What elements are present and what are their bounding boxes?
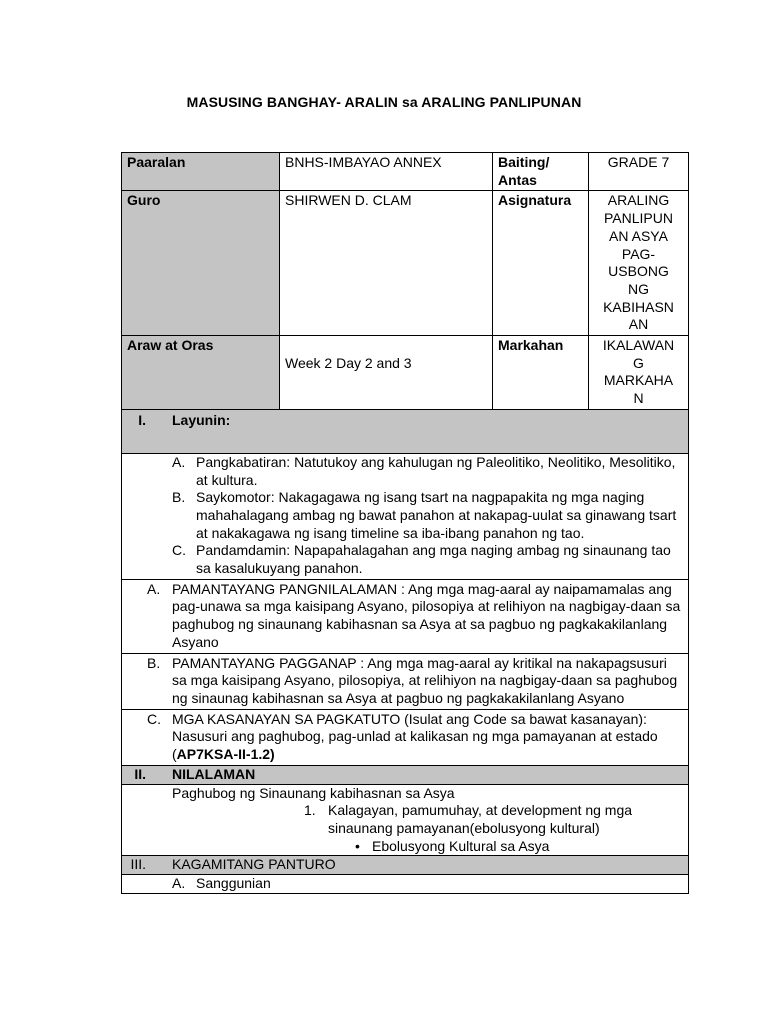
objectives-list bbox=[122, 454, 682, 578]
teacher-row bbox=[122, 191, 689, 336]
subject-value: ARALING PANLIPUN AN ASYA PAG- USBONG NG KABIHASN AN bbox=[589, 191, 689, 336]
objective-item: C. Pandamdamin: Napapahalagahan ang mga naging ambag ng sinaunang tao sa kasalukuyang panahon. bbox=[172, 542, 671, 577]
objective-item: B. Saykomotor: Nakagagawa ng isang tsart na nagpapakita ng mga naging mahahalagang ambag ng bawat panahon at nakapag-uulat sa ginawang tsart at nakakagawa ng isang timeline sa iba-ibang panahon ng tao. bbox=[172, 489, 677, 541]
day-row bbox=[122, 336, 689, 410]
school-label: Paaralan bbox=[122, 153, 280, 191]
objectives-header-row bbox=[122, 409, 689, 453]
grade-value: GRADE 7 bbox=[589, 153, 689, 191]
document-title: MASUSING BANGHAY- ARALIN sa ARALING PANLIPUNAN bbox=[186, 94, 582, 110]
content-cell bbox=[122, 784, 689, 856]
teacher-label: Guro bbox=[122, 191, 280, 336]
quarter-value: IKALAWAN G MARKAHA N bbox=[589, 336, 689, 410]
subject-label: Asignatura bbox=[493, 191, 589, 336]
objectives-row bbox=[122, 453, 689, 579]
content-header-row bbox=[122, 765, 689, 784]
content-standard: A. PAMANTAYANG PANGNILALAMAN : Ang mga mag-aaral ay naipamamalas ang pag-unawa sa mga kaisipang Asyano, pilosopiya at relihiyon na nagbigay-daan sa paghubog ng sinaunang kabihasnan sa Asya at sa pagbuo ng pagkakakilanlang Asyano bbox=[122, 579, 689, 653]
performance-standard-row bbox=[122, 653, 689, 709]
materials-header-row bbox=[122, 856, 689, 875]
objective-item: A. Pangkabatiran: Natutukoy ang kahulugan ng Paleolitiko, Neolitiko, Mesolitiko, at kultura. bbox=[172, 453, 676, 488]
day-label: Araw at Oras bbox=[122, 336, 280, 410]
school-value: BNHS-IMBAYAO ANNEX bbox=[280, 153, 493, 191]
grade-label: Baiting/ Antas bbox=[493, 153, 589, 191]
objectives-header: I. Layunin: bbox=[122, 409, 689, 453]
teacher-value: SHIRWEN D. CLAM bbox=[280, 191, 493, 336]
materials-header: III. KAGAMITANG PANTURO bbox=[122, 856, 689, 875]
performance-standard: B. PAMANTAYANG PAGGANAP : Ang mga mag-aaral ay kritikal na nakapagsusuri sa mga kaisipang Asyano, pilosopiya, at relihiyon na nagbigay-daan sa paghubog ng sinaunag kabihasnan sa Asya at pagbuo ng pagkakakilanlang Asyano bbox=[122, 653, 689, 709]
content-topic: Paghubog ng Sinaunang kabihasnan sa Asya bbox=[172, 784, 455, 801]
learning-competency-row bbox=[122, 709, 689, 765]
content-header: II. NILALAMAN bbox=[122, 765, 689, 784]
content-row bbox=[122, 784, 689, 856]
materials-first-item: A. Sanggunian bbox=[172, 875, 271, 892]
quarter-label: Markahan bbox=[493, 336, 589, 410]
lesson-plan-table bbox=[121, 152, 689, 894]
day-value: Week 2 Day 2 and 3 bbox=[280, 336, 493, 410]
materials-row bbox=[122, 875, 689, 894]
objectives-list-cell bbox=[122, 453, 689, 579]
learning-competency: C. MGA KASANAYAN SA PAGKATUTO (Isulat ang Code sa bawat kasanayan): Nasusuri ang paghubog, pag-unlad at kalikasan ng mga pamayanan at estado (AP7KSA-II-1.2) bbox=[122, 709, 689, 765]
materials-cell bbox=[122, 875, 689, 894]
content-bullet: • Ebolusyong Kultural sa Asya bbox=[355, 837, 550, 854]
content-subitem: 1. Kalagayan, pamumuhay, at development ng mga sinaunang pamayanan(ebolusyong kultural) bbox=[304, 802, 633, 836]
school-row bbox=[122, 153, 689, 191]
competency-code: AP7KSA-II-1.2) bbox=[176, 746, 275, 763]
content-standard-row bbox=[122, 579, 689, 653]
